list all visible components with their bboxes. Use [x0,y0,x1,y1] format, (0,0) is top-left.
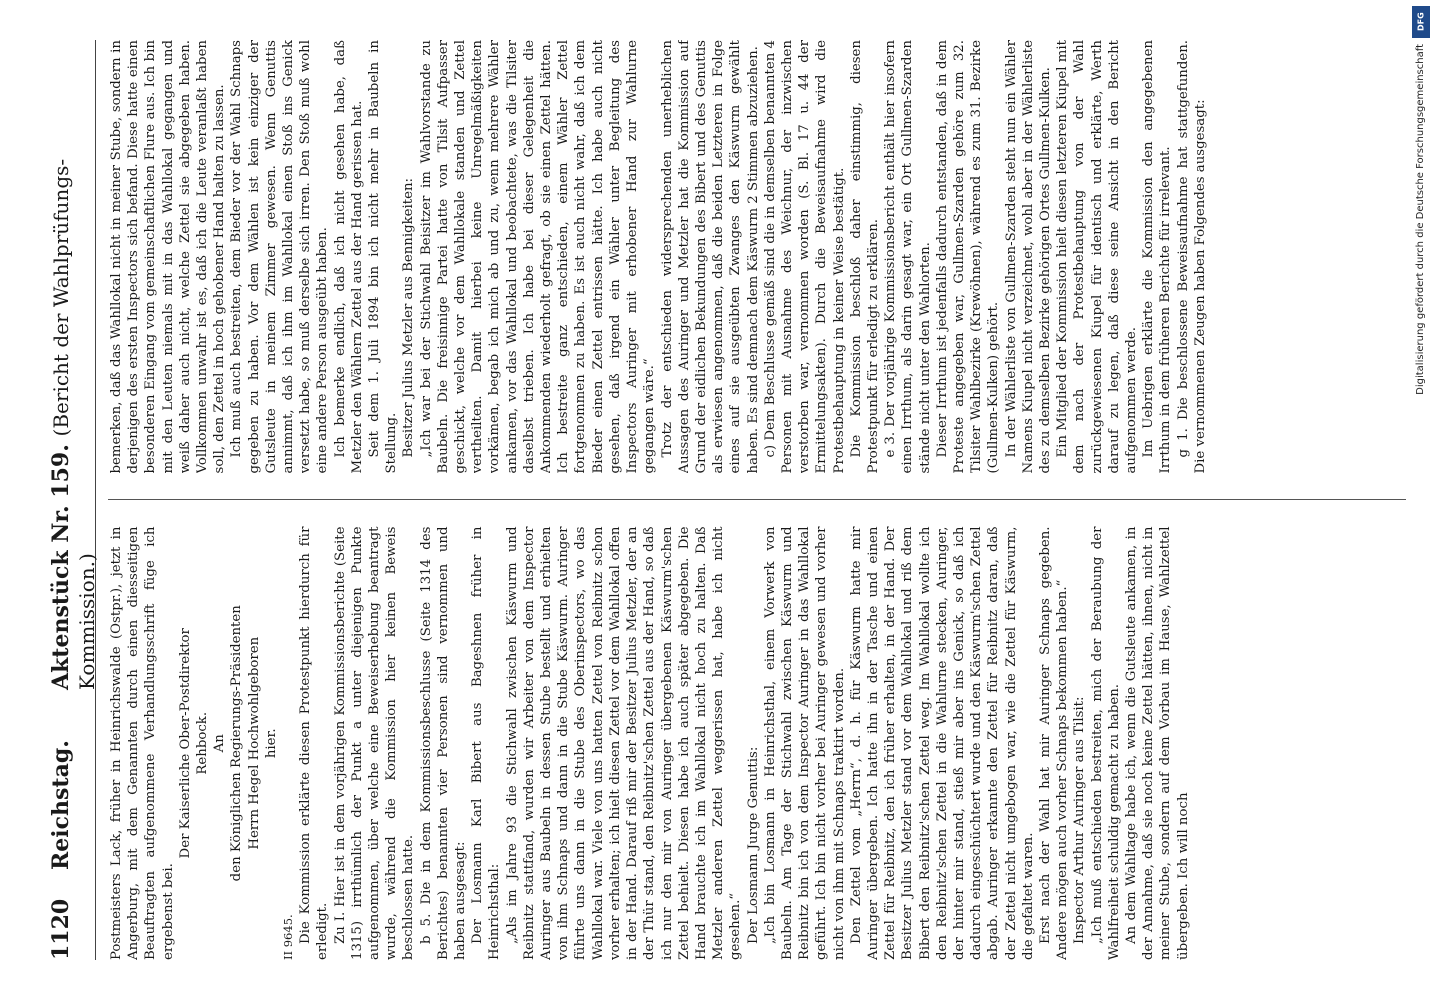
text-columns [96,40,1406,960]
paragraph: Zu I. Hier ist in dem vorjährigen Kommissionsberichte (Seite 1315) irrthümlich der Punkt a unter diejenigen Punkte aufgenommen, über welche eine Beweiserhebung beantragt wurde, während die Kommission hier keinen Beweis beschlossen hatte. [332,526,417,960]
paragraph: Dieser Irrthum ist jedenfalls dadurch entstanden, daß in dem Proteste angegeben war, Gullmen-Szarden gehöre zum 32. Tilsiter Wahlbezirke (Krewöhnen), während es zum 31. Bezirke (Gullmen-Kulken) gehört. [934,40,1002,474]
digitization-note-text: Digitalisierung gefördert durch die Deutsche Forschungsgemeinschaft [1414,44,1426,395]
page-number: 1120 [48,898,74,960]
paragraph: g 1. Die beschlossene Beweisaufnahme hat stattgefunden. Die vernommenen Zeugen haben Folgendes ausgesagt: [1175,40,1208,474]
paragraph: Postmeisters Lack, früher in Heinrichswalde (Ostpr.), jetzt in Angerburg, mit dem Genannten durch einen diesseitigen Beauftragten aufgenommene Verhandlungsschrift füge ich ergebenst bei. [109,526,176,960]
right-column [108,40,1406,474]
commission-title: (Bericht der Wahlprüfungs-Kommission.) [49,158,99,690]
paragraph: Den Zettel vom „Herrn“, d. h. für Käswurm hatte mir Auringer übergeben. Ich hatte ihn in der Tasche und einen Zettel für Reibnitz, den ich früher erhalten, in der Hand. Der Besitzer Julius Metzler stand vor dem Wahllokal und riß dem Bibert den Reibnitz'schen Zettel weg. Im Wahllokal wollte ich den Reibnitz'schen Zettel in die Wahlurne stecken, Auringer, der hinter mir stand, stieß mir aber ins Genick, so daß ich dadurch eingeschüchtert wurde und den Käswurm'schen Zettel abgab. Auringer erkannte den Zettel für Reibnitz daran, daß der Zettel nicht umgebogen war, wie die Zettel für Käswurm, die gefaltet waren. [848,526,1036,960]
paragraph: „Als im Jahre 93 die Stichwahl zwischen Käswurm und Reibnitz stattfand, wurden wir Arbeiter von dem Inspector Auringer aus Baubeln in dessen Stube bestellt und erhielten von ihm Schnaps und dann in die Stube Käswurm. Auringer führte uns dann in die Stube des Oberinspectors, wo das Wahllokal war. Viele von uns hatten Zettel von Reibnitz schon vorher erhalten; ich hielt diesen Zettel vor dem Wahllokal offen in der Hand. Darauf riß mir der Besitzer Julius Metzler, der an der Thür stand, den Reibnitz'schen Zettel aus der Hand, so daß ich nur den mir von Auringer übergebenen Käswurm'schen Zettel behielt. Diesen habe ich auch später abgegeben. Die Hand brauchte ich im Wahllokal nicht hoch zu halten. Daß Metzler anderen Zettel weggerissen hat, habe ich nicht gesehen.“ [504,526,744,960]
paragraph: „Ich muß entschieden bestreiten, mich der Beraubung der Wahlfreiheit schuldig gemacht zu haben. [1089,526,1122,960]
paragraph: Inspector Arthur Auringer aus Tilsit: [1072,696,1088,945]
paragraph: bemerken, daß das Wahllokal nicht in meiner Stube, sondern in derjenigen des ersten Inspectors sich befand. Diese hatte einen besonderen Eingang vom gemeinschaftlichen Flure aus. Ich bin mit den Leuten niemals mit in das Wahllokal gegangen und weiß daher auch nicht, welche Zettel sie abgegeben haben. Vollkommen unwahr ist es, daß ich die Leute veranlaßt haben soll, den Zettel in hoch gehobener Hand halten zu lassen. [109,40,228,474]
paragraph: Besitzer Julius Metzler aus Bennigkeiten: [401,177,417,458]
paragraph: Die Kommission beschloß daher einstimmig, diesen Protestpunkt für erledigt zu erklären. [848,40,881,474]
paragraph: Der Losmann Karl Bibert aus Bageshnen früher in Heinrichsthal: [470,526,503,960]
paragraph: hier. [263,728,279,759]
document-number: Aktenstück Nr. 159. [48,444,74,690]
paragraph: Trotz der entschieden widersprechenden unerheblichen Aussagen des Auringer und Metzler hat die Kommission auf Grund der eidlichen Bekundungen des Bibert und des Genuttis als erwiesen angenommen, daß die beiden Letzteren in Folge eines auf sie ausgeübten Zwanges den Käswurm gewählt haben. Es sind demnach dem Käswurm 2 Stimmen abzuziehen. [659,40,761,474]
paragraph: II 9645. [281,914,296,960]
paragraph: Ein Mitglied der Kommission hielt diesen letzteren Kiupel mit dem nach der Protestbehauptung von der Wahl zurückgewiesenen Kiupel für identisch und erklärte, Werth darauf zu legen, daß diese seine Ansicht in den Bericht aufgenommen werde. [1055,40,1139,474]
paragraph: c) Dem Beschlusse gemäß sind die in demselben benannten 4 Personen mit Ausnahme des Weichnur, der inzwischen verstorben war, vernommen worden (S. Bl. 17 u. 44 der Ermittelungsakten). Durch die Beweisaufnahme wird die Protestbehauptung in keiner Weise bestätigt. [762,40,847,474]
paragraph: Ich muß auch bestreiten, dem Bieder vor der Wahl Schnaps gegeben zu haben. Vor dem Wählen ist kein einziger der Gutsleute in meinem Zimmer gewesen. Wenn Genuttis annimmt, daß ich ihm im Wahllokal einen Stoß ins Genick versetzt habe, so muß derselbe sich irren. Den Stoß muß wohl eine andere Person ausgeübt haben. [229,40,331,474]
paragraph: Die Kommission erklärte diesen Protestpunkt hierdurch für erledigt. [298,526,331,960]
paragraph: Herrn Hegel Hochwohlgeboren [246,636,262,850]
paragraph: In der Wählerliste von Gullmen-Szarden steht nun ein Wähler Namens Kiupel nicht verzeichnet, wohl aber in der Wählerliste des zu demselben Bezirke gehörigen Ortes Gullmen-Kulken. [1003,40,1053,474]
paragraph: den Königlichen Regierungs-Präsidenten [229,605,245,882]
digitization-note [1410,44,1430,984]
paragraph: Ich bemerke endlich, daß ich nicht gesehen habe, daß Metzler den Wählern Zettel aus der Hand gerissen hat. [332,40,365,474]
paragraph: An dem Wahltage habe ich, wenn die Gutsleute ankamen, in der Annahme, daß sie noch keine Zettel hätten, ihnen, nicht in meiner Stube, sondern auf dem Vorbau im Hause, Wahlzettel übergeben. Ich will noch [1123,526,1191,960]
dfg-logo: DFG [1412,6,1430,38]
running-head-house: Reichstag. [48,740,74,870]
paragraph: Erst nach der Wahl hat mir Auringer Schnaps gegeben. Andere mögen auch vorher Schnaps bekommen haben.“ [1037,526,1071,960]
left-column [108,527,1406,961]
paragraph: An [212,734,228,753]
paragraph: Der Kaiserliche Ober-Postdirektor [177,628,193,859]
paragraph: Im Uebrigen erklärte die Kommission den angegebenen Irrthum in dem früheren Berichte für irrelevant. [1141,40,1174,474]
paragraph: „Ich bin Losmann in Heinrichsthal, einem Vorwerk von Baubeln. Am Tage der Stichwahl zwischen Käswurm und Reibnitz bin ich von dem Inspector Auringer in das Wahllokal geführt. Ich bin nicht vorher bei Auringer gewesen und vorher nicht von ihm mit Schnaps traktirt worden. [762,526,847,960]
paragraph: Seit dem 1. Juli 1894 bin ich nicht mehr in Baubeln in Stellung. [367,40,400,474]
paragraph: Der Losmann Jurge Genuttis: [745,746,761,945]
paragraph: „Ich war bei der Stichwahl Beisitzer im Wahlvorstande zu Baubeln. Die freisinnige Partei hatte von Tilsit Aufpasser geschickt, welche vor dem Wahllokale standen und Zettel vertheilten. Damit hierbei keine Unregelmäßigkeiten vorkämen, begab ich mich ab und zu, wenn mehrere Wähler ankamen, vor das Wahllokal und beobachtete, was die Tilsiter daselbst trieben. Ich habe bei dieser Gelegenheit die Ankommenden wiederholt gefragt, ob sie einen Zettel hätten. Ich bestreite ganz entschieden, einem Wähler Zettel fortgenommen zu haben. Es ist auch nicht wahr, daß ich dem Bieder einen Zettel entrissen hätte. Ich habe auch nicht gesehen, daß irgend ein Wähler unter Begleitung des Inspectors Auringer mit erhobener Hand zur Wahlurne gegangen wäre.“ [418,40,658,474]
running-head-document [48,40,100,690]
paragraph: Rehbock. [195,711,211,775]
paragraph: b 5. Die in dem Kommissionsbeschlusse (Seite 1314 des Berichtes) benannten vier Personen sind vernommen und haben ausgesagt: [418,526,469,960]
paragraph: e 3. Der vorjährige Kommissionsbericht enthält hier insofern einen Irrthum, als darin gesagt war, ein Ort Gullmen-Szarden stände nicht unter den Wahlorten. [883,40,933,474]
page-header [48,40,99,960]
column-divider [108,500,1406,501]
